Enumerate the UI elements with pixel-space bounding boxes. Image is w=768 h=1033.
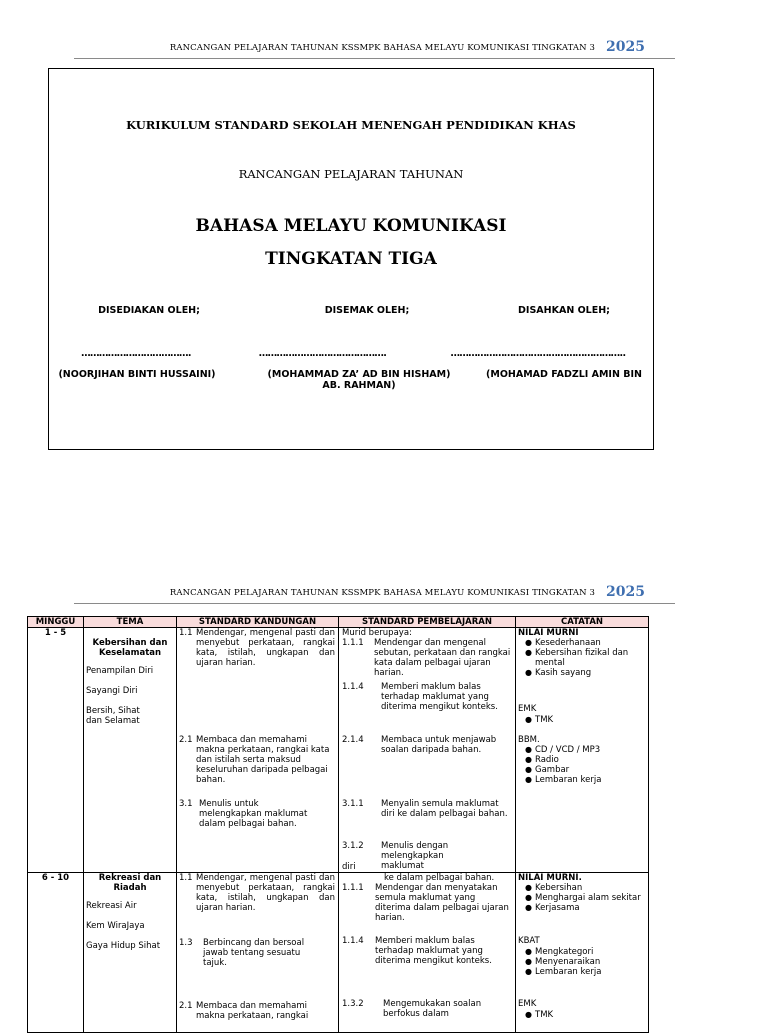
list-item: Kesederhanaan (535, 638, 601, 648)
notes-cell (516, 628, 649, 873)
prepared-by-name: (NOORJIHAN BINTI HUSSAINI) (58, 369, 216, 380)
approved-by-signature-line: ………………………………………………….. (450, 348, 626, 359)
reviewed-by-name: (MOHAMMAD ZA’ AD BIN HISHAM) (267, 369, 451, 380)
emk-heading: EMK (518, 999, 537, 1009)
sk-text: Membaca dan memahami makna perkataan, rangkai (196, 1001, 309, 1021)
bullet-icon: ● (525, 967, 532, 976)
bullet-icon: ● (525, 648, 532, 657)
sk-num: 1.3 (179, 938, 193, 948)
kbat-list (518, 947, 643, 977)
content-standard-cell (177, 628, 339, 873)
bullet-icon: ● (525, 957, 532, 966)
sp-text: Menyalin semula maklumat diri ke dalam pelbagai bahan. (381, 799, 508, 819)
learning-standard-cell (339, 628, 516, 883)
list-item: Kasih sayang (535, 668, 592, 678)
header-year: 2025 (606, 39, 645, 55)
header-text: RANCANGAN PELAJARAN TAHUNAN KSSMPK BAHASA MELAYU KOMUNIKASI TINGKATAN 3 (169, 43, 595, 53)
bullet-icon: ● (525, 893, 532, 902)
col-header-minggu: MINGGU (28, 617, 84, 628)
week-cell: 6 - 10 (28, 873, 84, 1033)
bullet-icon: ● (525, 715, 532, 724)
list-item: Lembaran kerja (535, 967, 602, 977)
theme-item: Penampilan Diri (86, 666, 154, 676)
plan-title: RANCANGAN PELAJARAN TAHUNAN (238, 167, 464, 181)
sk-num: 3.1 (179, 799, 193, 809)
nilai-list (518, 638, 643, 678)
sk-num: 2.1 (179, 735, 193, 745)
nilai-murni-heading: NILAI MURNI. (518, 873, 582, 883)
theme-cell (84, 873, 177, 1033)
sk-text: Mendengar, mengenal pasti dan menyebut perkataan, rangkai kata, istilah, ungkapan dan ujaran harian. (196, 628, 335, 668)
form-title: TINGKATAN TIGA (265, 249, 437, 269)
sp-num: 1.1.4 (342, 682, 364, 692)
sp-cont: ke dalam pelbagai bahan. (384, 873, 495, 883)
approved-by-label: DISAHKAN OLEH; (518, 305, 610, 316)
sp-num: 3.1.2 (342, 841, 364, 851)
col-header-standard-kandungan: STANDARD KANDUNGAN (177, 617, 339, 628)
theme-item: Kem WiraJaya (86, 921, 145, 931)
table-header-row (28, 617, 649, 628)
bullet-icon: ● (525, 638, 532, 647)
list-item: Lembaran kerja (535, 775, 602, 785)
running-header-2 (74, 585, 675, 604)
prepared-by-signature-line: ………………………………. (81, 348, 191, 359)
bullet-icon: ● (525, 1010, 532, 1019)
table-row (28, 628, 649, 873)
cover-box (48, 68, 654, 450)
sp-text: Memberi maklum balas terhadap maklumat yang diterima mengikut konteks. (375, 936, 492, 966)
sp-cont: diri (342, 862, 356, 872)
lesson-plan-table (27, 616, 649, 1033)
sp-num: 2.1.4 (342, 735, 364, 745)
bbm-list (518, 745, 643, 785)
sp-num: 1.1.4 (342, 936, 364, 946)
bbm-heading: BBM. (518, 735, 540, 745)
bullet-icon: ● (525, 755, 532, 764)
sp-text: Menulis dengan melengkapkan maklumat (381, 841, 449, 871)
nilai-murni-heading: NILAI MURNI (518, 628, 579, 638)
week-cell: 1 - 5 (28, 628, 84, 873)
list-item: Menghargai alam sekitar (535, 893, 641, 903)
sp-num: 1.1.1 (342, 883, 364, 893)
bullet-icon: ● (525, 765, 532, 774)
theme-cell (84, 628, 177, 873)
col-header-standard-pembelajaran: STANDARD PEMBELAJARAN (339, 617, 516, 628)
sk-text: Mendengar, mengenal pasti dan menyebut perkataan, rangkai kata, istilah, ungkapan dan ujaran harian. (196, 873, 335, 913)
content-standard-cell (177, 873, 339, 1033)
bullet-icon: ● (525, 947, 532, 956)
running-header (74, 40, 675, 59)
sk-num: 1.1 (179, 873, 193, 883)
col-header-tema: TEMA (84, 617, 177, 628)
sp-text: Mendengar dan mengenal sebutan, perkataan dan rangkai kata dalam pelbagai ujaran harian. (374, 638, 511, 678)
sk-num: 1.1 (179, 628, 193, 638)
bullet-icon: ● (525, 668, 532, 677)
sp-num: 1.3.2 (342, 999, 364, 1009)
sk-num: 2.1 (179, 1001, 193, 1011)
header-text: RANCANGAN PELAJARAN TAHUNAN KSSMPK BAHASA MELAYU KOMUNIKASI TINGKATAN 3 (169, 588, 595, 598)
bullet-icon: ● (525, 775, 532, 784)
list-item-label: TMK (535, 715, 554, 725)
theme-title: Rekreasi dan Riadah (98, 873, 162, 893)
prepared-by-label: DISEDIAKAN OLEH; (98, 305, 200, 316)
list-item: Mengkategori (535, 947, 594, 957)
reviewed-by-signature-line: ……………………………………. (258, 348, 387, 359)
reviewed-by-label: DISEMAK OLEH; (324, 305, 410, 316)
kbat-heading: KBAT (518, 936, 540, 946)
list-item: Kebersihan fizikal dan mental (535, 648, 629, 668)
list-item (518, 715, 553, 725)
list-item: Kerjasama (535, 903, 580, 913)
theme-item: Rekreasi Air (86, 901, 137, 911)
notes-cell (516, 873, 649, 1033)
approved-by-name: (MOHAMAD FADZLI AMIN BIN (486, 369, 642, 380)
theme-item: Gaya Hidup Sihat (86, 941, 161, 951)
theme-title: Kebersihan dan Keselamatan (92, 638, 168, 658)
list-item (518, 1010, 553, 1020)
emk-heading: EMK (518, 704, 537, 714)
sk-text: Berbincang dan bersoal jawab tentang sesuatu tajuk. (203, 938, 305, 968)
list-item: Gambar (535, 765, 570, 775)
list-item: Menyenaraikan (535, 957, 601, 967)
sp-text: Membaca untuk menjawab soalan daripada bahan. (381, 735, 497, 755)
subject-title: BAHASA MELAYU KOMUNIKASI (195, 216, 507, 236)
table-row (28, 873, 649, 1033)
col-header-catatan: CATATAN (516, 617, 649, 628)
list-item: CD / VCD / MP3 (535, 745, 601, 755)
bullet-icon: ● (525, 883, 532, 892)
learning-standard-cell (339, 873, 516, 1033)
header-year: 2025 (606, 584, 645, 600)
sp-intro: Murid berupaya: (342, 628, 412, 638)
list-item: Radio (535, 755, 559, 765)
sp-num: 1.1.1 (342, 638, 364, 648)
sk-text: Membaca dan memahami makna perkataan, rangkai kata dan istilah serta maksud keseluruhan daripada pelbagai bahan. (196, 735, 330, 785)
theme-item: Bersih, Sihat dan Selamat (86, 706, 140, 726)
curriculum-title: KURIKULUM STANDARD SEKOLAH MENENGAH PENDIDIKAN KHAS (126, 118, 576, 132)
sp-text: Mendengar dan menyatakan semula maklumat yang diterima dalam pelbagai ujaran harian. (375, 883, 509, 923)
reviewed-by-name-cont: AB. RAHMAN) (322, 380, 396, 391)
sp-text: Memberi maklum balas terhadap maklumat yang diterima mengikut konteks. (381, 682, 498, 712)
bullet-icon: ● (525, 745, 532, 754)
sk-text: Menulis untuk melengkapkan maklumat dalam pelbagai bahan. (199, 799, 308, 829)
list-item: Kebersihan (535, 883, 583, 893)
sp-text: Mengemukakan soalan berfokus dalam (383, 999, 482, 1019)
list-item-label: TMK (535, 1010, 554, 1020)
theme-item: Sayangi Diri (86, 686, 138, 696)
bullet-icon: ● (525, 903, 532, 912)
sp-num: 3.1.1 (342, 799, 364, 809)
nilai-list (518, 883, 643, 913)
